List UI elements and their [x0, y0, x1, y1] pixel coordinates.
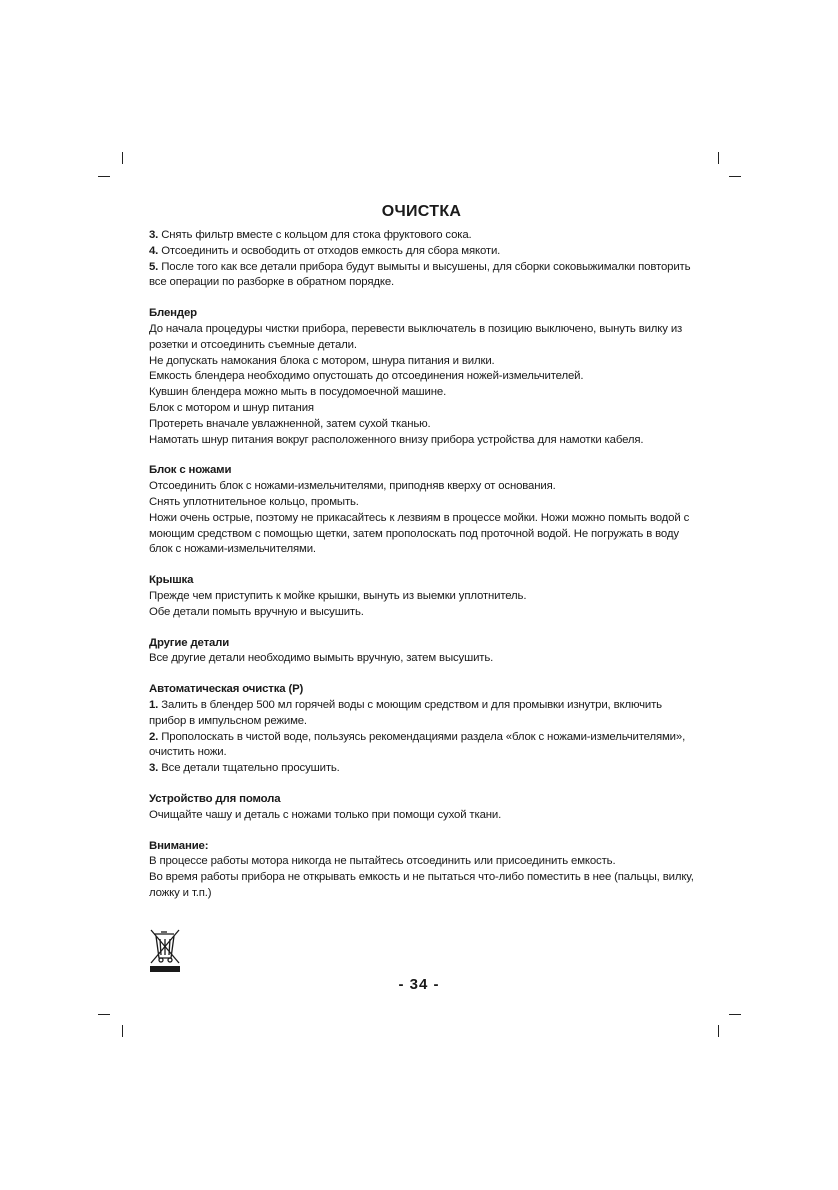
paragraph-text: Протереть вначале увлажненной, затем сухой тканью. — [149, 417, 431, 430]
paragraph — [149, 354, 694, 370]
paragraph — [149, 385, 694, 401]
section-heading: Внимание: — [149, 839, 209, 852]
step-number: 2. — [149, 730, 159, 743]
paragraph-text: Прополоскать в чистой воде, пользуясь рекомендациями раздела «блок с ножами-измельчителями», очистить ножи. — [149, 730, 686, 759]
section-heading: Блок с ножами — [149, 464, 232, 477]
section — [149, 463, 694, 558]
paragraph — [149, 605, 694, 621]
section-heading: Крышка — [149, 574, 194, 587]
crop-mark-top-left-horizontal — [98, 176, 110, 177]
paragraph-text: Снять уплотнительное кольцо, промыть. — [149, 495, 359, 508]
section — [149, 573, 694, 620]
paragraph-text: Ножи очень острые, поэтому не прикасайтесь к лезвиям в процессе мойки. Ножи можно помыть водой с моющим средством с помощью щетки, затем прополоскать под проточной водой. Не погружать в воду блок с ножами-измельчителями. — [149, 511, 690, 556]
paragraph-text: Отсоединить и освободить от отходов емкость для сбора мякоти. — [158, 244, 501, 257]
paragraph — [149, 589, 694, 605]
paragraph — [149, 479, 694, 495]
paragraph-text: До начала процедуры чистки прибора, перевести выключатель в позицию выключено, вынуть вилку из розетки и отсоединить съемные детали. — [149, 322, 683, 351]
paragraph — [149, 322, 694, 354]
crop-mark-top-left-vertical — [122, 152, 123, 164]
paragraph-text: Очищайте чашу и деталь с ножами только при помощи сухой ткани. — [149, 808, 502, 821]
paragraph — [149, 511, 694, 558]
paragraph — [149, 417, 694, 433]
paragraph — [149, 433, 694, 449]
paragraph-text: Обе детали помыть вручную и высушить. — [149, 605, 364, 618]
paragraph — [149, 854, 694, 870]
paragraph-text: Емкость блендера необходимо опустошать до отсоединения ножей-измельчителей. — [149, 370, 584, 383]
paragraph — [149, 870, 694, 902]
section — [149, 682, 694, 777]
numbered-step — [149, 761, 694, 777]
numbered-step — [149, 260, 694, 292]
page-title: ОЧИСТКА — [381, 203, 462, 220]
section — [149, 306, 694, 448]
paragraph — [149, 651, 694, 667]
step-number: 3. — [149, 229, 159, 241]
paragraph — [149, 808, 694, 824]
section-heading: Автоматическая очистка (P) — [149, 683, 304, 696]
section-heading: Другие детали — [149, 636, 230, 649]
paragraph-text: В процессе работы мотора никогда не пытайтесь отсоединить или присоединить емкость. — [149, 855, 616, 868]
paragraph-text: Все детали тщательно просушить. — [158, 762, 340, 775]
crop-mark-bottom-left-horizontal — [98, 1014, 110, 1015]
paragraph-text: Не допускать намокания блока с мотором, шнура питания и вилки. — [149, 354, 495, 367]
crossed-out-wheelie-bin-icon — [148, 928, 182, 974]
step-number: 5. — [149, 260, 159, 273]
page-content — [149, 201, 694, 902]
paragraph-text: Намотать шнур питания вокруг расположенного внизу прибора устройства для намотки кабеля. — [149, 433, 644, 446]
cleaning-sections — [149, 306, 694, 902]
crop-mark-top-right-horizontal — [729, 176, 741, 177]
step-number: 1. — [149, 698, 159, 711]
section — [149, 792, 694, 824]
numbered-step — [149, 244, 694, 260]
paragraph-text: Залить в блендер 500 мл горячей воды с моющим средством и для промывки изнутри, включить прибор в импульсном режиме. — [149, 698, 662, 727]
numbered-step — [149, 228, 694, 244]
intro-steps — [149, 228, 694, 291]
crop-mark-bottom-left-vertical — [122, 1025, 123, 1037]
paragraph-text: Кувшин блендера можно мыть в посудомоечной машине. — [149, 386, 447, 399]
section-heading: Устройство для помола — [149, 792, 281, 805]
paragraph — [149, 495, 694, 511]
numbered-step — [149, 730, 694, 762]
section — [149, 839, 694, 902]
paragraph-text: Блок с мотором и шнур питания — [149, 401, 314, 414]
crop-mark-top-right-vertical — [718, 152, 719, 164]
paragraph-text: После того как все детали прибора будут вымыты и высушены, для сборки соковыжималки повторить все операции по разборке в обратном порядке. — [149, 260, 691, 289]
crop-mark-bottom-right-horizontal — [729, 1014, 741, 1015]
page-number: - 34 - — [398, 976, 440, 993]
paragraph-text: Снять фильтр вместе с кольцом для стока фруктового сока. — [158, 229, 472, 241]
section — [149, 636, 694, 668]
paragraph — [149, 369, 694, 385]
crop-mark-bottom-right-vertical — [718, 1025, 719, 1037]
step-number: 4. — [149, 244, 159, 257]
section-heading: Блендер — [149, 307, 197, 320]
paragraph-text: Прежде чем приступить к мойке крышки, вынуть из выемки уплотнитель. — [149, 589, 527, 602]
numbered-step — [149, 698, 694, 730]
paragraph-text: Отсоединить блок с ножами-измельчителями, приподняв кверху от основания. — [149, 480, 556, 493]
step-number: 3. — [149, 762, 159, 775]
paragraph-text: Во время работы прибора не открывать емкость и не пытаться что-либо поместить в нее (пальцы, вилку, ложку и т.п.) — [149, 871, 694, 899]
paragraph — [149, 401, 694, 417]
paragraph-text: Все другие детали необходимо вымыть вручную, затем высушить. — [149, 652, 494, 665]
